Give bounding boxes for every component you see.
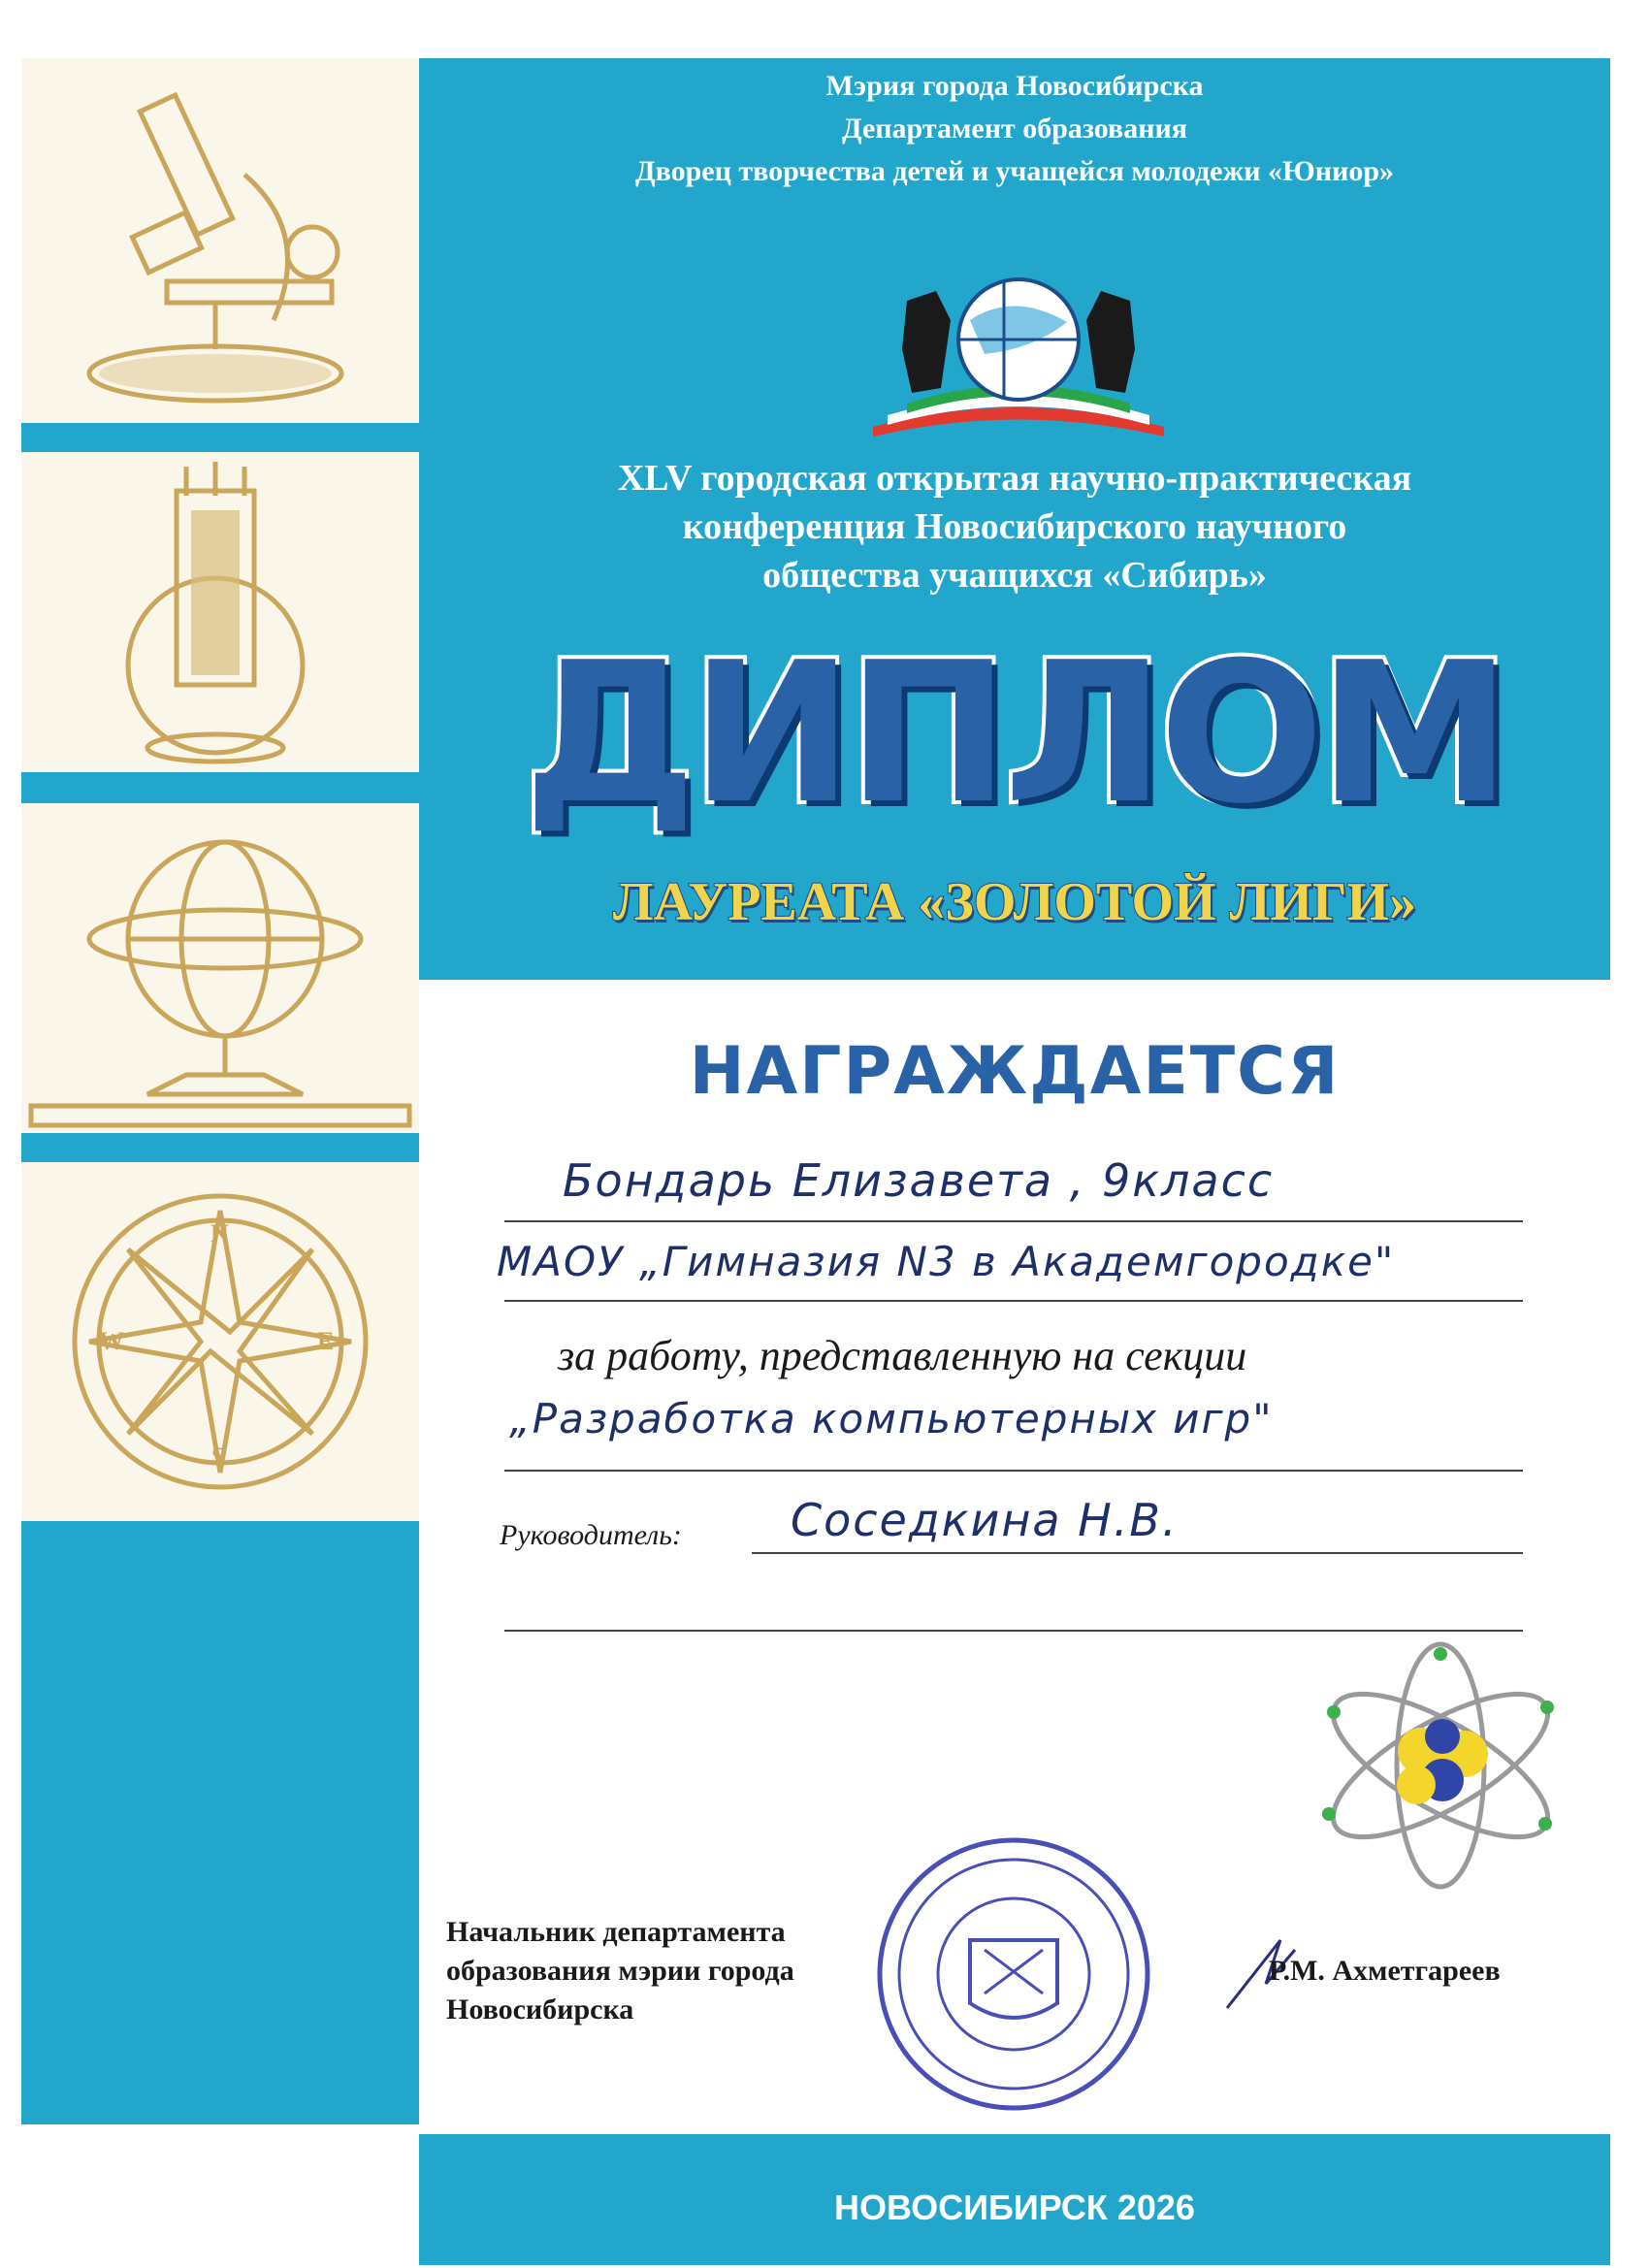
- recipient-school: МАОУ „Гимназия N3 в Академгородке": [497, 1238, 1396, 1285]
- svg-text:N: N: [210, 1219, 229, 1247]
- recipient-name-line: [504, 1220, 1523, 1222]
- svg-text:E: E: [317, 1327, 335, 1355]
- signatory-title-2: образования мэрии города: [446, 1955, 794, 1987]
- supervisor-label: Руководитель:: [500, 1519, 682, 1551]
- microscope-panel: [21, 58, 419, 423]
- globe-icon: [21, 803, 419, 1133]
- supervisor-name: Соседкина Н.В.: [791, 1494, 1179, 1546]
- supervisor-name-line: [752, 1552, 1523, 1554]
- signatory-title-1: Начальник департамента: [446, 1916, 786, 1948]
- city-emblem-icon: [868, 262, 1169, 441]
- signatory-title-3: Новосибирска: [446, 1993, 634, 2025]
- compass-rose-icon: [21, 1162, 419, 1521]
- issuer-line-1: Мэрия города Новосибирска: [825, 70, 1204, 102]
- section-name-line: [504, 1470, 1523, 1472]
- blank-line: [504, 1630, 1523, 1632]
- microscope-icon: [21, 58, 419, 423]
- compass-panel: [21, 1162, 419, 1521]
- left-decorative-column: [21, 58, 419, 2124]
- recipient-school-line: [504, 1300, 1523, 1302]
- globe-panel: [21, 803, 419, 1133]
- atom-icon: [1305, 1639, 1576, 1892]
- section-label: за работу, представленную на секции: [558, 1332, 1247, 1379]
- conference-line-1: XLV городская открытая научно-практическая: [617, 458, 1412, 499]
- signatory-name: Р.М. Ахметгареев: [1269, 1955, 1501, 1987]
- stamp-icon: [858, 1833, 1169, 2115]
- flask-icon: [21, 452, 419, 772]
- svg-text:S: S: [211, 1442, 226, 1471]
- issuer-line-2: Департамент образования: [841, 113, 1188, 145]
- awarded-heading: НАГРАЖДАЕТСЯ: [689, 1033, 1341, 1110]
- issuer-line-3: Дворец творчества детей и учащейся молодежи «Юниор»: [634, 155, 1395, 187]
- section-name: „Разработка компьютерных игр": [509, 1395, 1274, 1442]
- recipient-name: Бондарь Елизавета , 9класс: [563, 1154, 1275, 1207]
- conference-line-3: общества учащихся «Сибирь»: [762, 555, 1267, 596]
- flask-panel: [21, 452, 419, 772]
- diploma-title: ДИПЛОМ: [523, 621, 1506, 847]
- conference-line-2: конференция Новосибирского научного: [682, 506, 1347, 547]
- diploma-subtitle: ЛАУРЕАТА «ЗОЛОТОЙ ЛИГИ»: [612, 872, 1417, 932]
- footer-city-year: НОВОСИБИРСК 2026: [834, 2187, 1195, 2227]
- svg-text:W: W: [99, 1327, 124, 1355]
